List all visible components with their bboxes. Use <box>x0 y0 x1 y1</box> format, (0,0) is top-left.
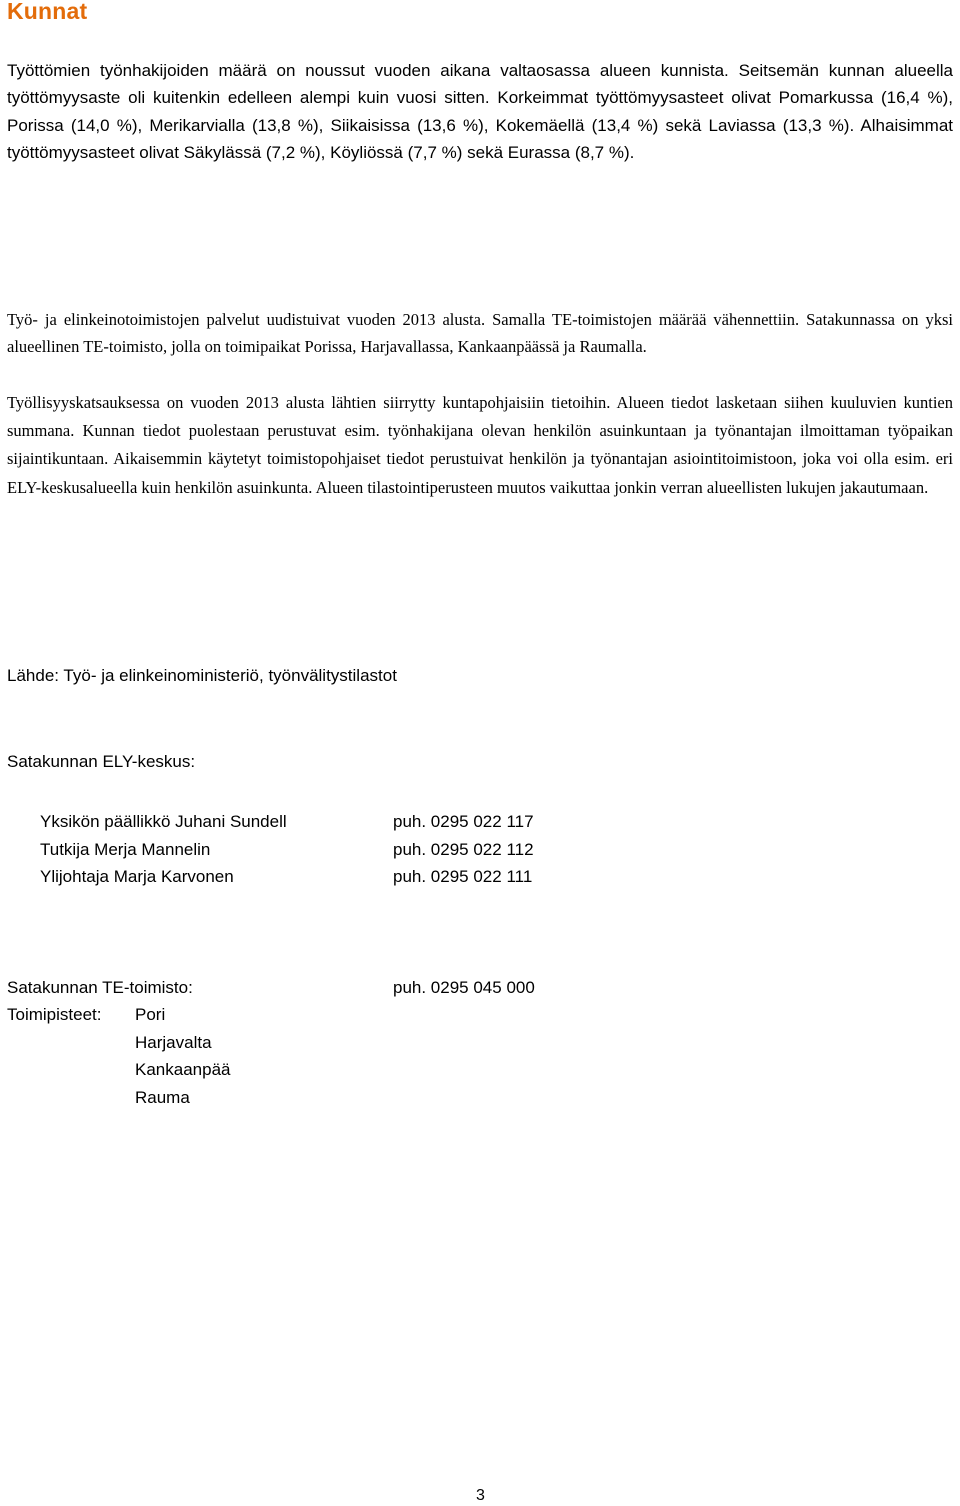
te-office-label: Satakunnan TE-toimisto: <box>7 978 193 997</box>
contact-name: Yksikön päällikkö Juhani Sundell <box>40 812 287 831</box>
office-item: Rauma <box>135 1087 190 1107</box>
statistics-method-paragraph: Työllisyyskatsauksessa on vuoden 2013 alusta lähtien siirrytty kuntapohjaisiin tietoihin. Alueen tiedot lasketaan siihen kuuluvien kuntien summana. Kunnan tiedot puolestaan perustuvat esim. työnhakijana olevan henkilön asuinkuntaan ja työnantajan ilmoittaman työpaikan sijaintikuntaan. Aikaisemmin käytetyt toimistopohjaiset tiedot perustuivat henkilön ja työnantajan asiointitoimistoon, joka voi olla esim. eri ELY-keskusalueella kuin henkilön asuinkunta. Alueen tilastointiperusteen muutos vaikuttaa jonkin verran alueellisten lukujen jakautumaan. <box>7 393 953 497</box>
contact-name: Ylijohtaja Marja Karvonen <box>40 867 234 886</box>
office-list <box>135 1001 230 1111</box>
ely-centre-title: Satakunnan ELY-keskus: <box>7 752 196 771</box>
contact-phone: puh. 0295 022 111 <box>393 867 533 886</box>
municipalities-paragraph: Työttömien työnhakijoiden määrä on noussut vuoden aikana valtaosassa alueen kunnista. Seitsemän kunnan alueella työttömyysaste oli kuitenkin edelleen alempi kuin vuosi sitten. Korkeimmat työttömyysasteet olivat Pomarkussa (16,4 %), Porissa (14,0 %), Merikarvialla (13,8 %), Siikaisissa (13,6 %), Kokemäellä (13,4 %) sekä Laviassa (13,3 %). Alhaisimmat työttömyysasteet olivat Säkylässä (7,2 %), Köyliössä (7,7 %) sekä Eurassa (8,7 %). <box>7 61 953 163</box>
ely-contact-list <box>40 808 600 891</box>
contact-row <box>40 836 600 864</box>
contact-row <box>40 863 600 891</box>
te-office-phone: puh. 0295 045 000 <box>393 978 535 997</box>
contact-row <box>40 808 600 836</box>
source-line: Lähde: Työ- ja elinkeinoministeriö, työnvälitystilastot <box>7 666 397 685</box>
offices-label: Toimipisteet: <box>7 1005 102 1024</box>
office-item: Harjavalta <box>135 1032 212 1052</box>
page-number: 3 <box>476 1487 485 1504</box>
te-office-row <box>7 974 567 1001</box>
contact-name: Tutkija Merja Mannelin <box>40 839 211 859</box>
contact-phone: puh. 0295 022 117 <box>393 812 534 831</box>
te-services-paragraph: Työ- ja elinkeinotoimistojen palvelut uudistuivat vuoden 2013 alusta. Samalla TE-toimistojen määrää vähennettiin. Satakunnassa on yksi alueellinen TE-toimisto, jolla on toimipaikat Porissa, Harjavallassa, Kankaanpäässä ja Raumalla. <box>7 310 953 356</box>
office-item: Kankaanpää <box>135 1060 231 1080</box>
contact-phone: puh. 0295 022 112 <box>393 839 534 859</box>
office-item: Pori <box>135 1005 166 1024</box>
section-heading: Kunnat <box>7 0 88 24</box>
